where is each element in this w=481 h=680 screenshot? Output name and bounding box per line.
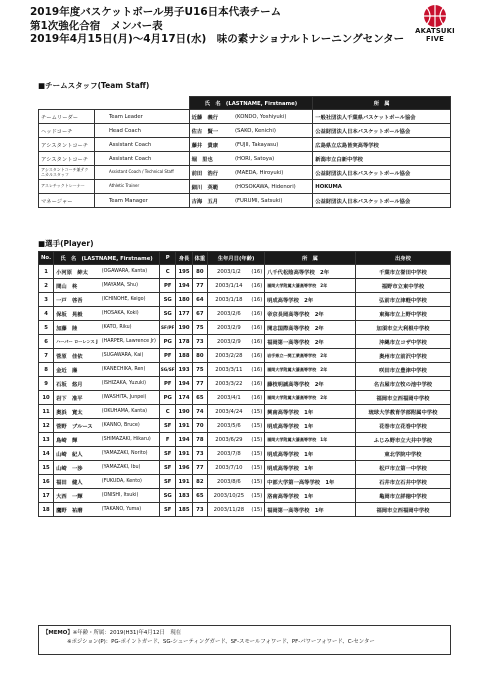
- player-affiliation: 福岡大学附属大濠高等学校 1年: [265, 433, 356, 447]
- player-name-roman: (ISHIZAKA, Yuzuki): [100, 377, 160, 391]
- player-row: [39, 321, 451, 335]
- staff-role-ja: アシスタントコーチ兼テクニカルスタッフ: [39, 166, 95, 180]
- player-weight: 78: [192, 433, 208, 447]
- player-affiliation: 中部大学第一高等学校 1年: [265, 475, 356, 489]
- player-height: 191: [176, 419, 192, 433]
- player-number: 11: [39, 405, 54, 419]
- staff-name-roman: (MAEDA, Hiroyuki): [233, 166, 313, 180]
- player-position: SF: [159, 447, 176, 461]
- player-number: 8: [39, 363, 54, 377]
- staff-affiliation: 新潟市立白新中学校: [313, 152, 451, 166]
- player-position: SG: [159, 293, 176, 307]
- player-height: 194: [176, 433, 192, 447]
- memo-line-2: ※ポジション(P)：PG-ポイントガード、SG-シューティングガード、SF-スモールフォワード、PF-パワーフォワード、C-センター: [67, 639, 375, 645]
- player-number: 13: [39, 433, 54, 447]
- player-header-affiliation: 所 属: [265, 252, 356, 265]
- player-name-roman: (TAKANO, Yuma): [100, 503, 160, 517]
- player-height: 194: [176, 377, 192, 391]
- player-age: (15): [250, 447, 265, 461]
- player-weight: 80: [192, 349, 208, 363]
- player-name: 保坂 晃毅: [54, 307, 100, 321]
- player-dob: 2003/2/9: [208, 321, 250, 335]
- player-row: [39, 391, 451, 405]
- player-age: (15): [250, 489, 265, 503]
- memo-line-1: ※年齢・所属：2019(H31)年4月12日 現在: [72, 630, 182, 636]
- player-name-roman: (ICHINOHE, Keigo): [100, 293, 160, 307]
- player-header-school: 出身校: [355, 252, 450, 265]
- staff-header-name: 氏 名 (LASTNAME, Firstname): [189, 97, 313, 110]
- staff-role-ja: マネージャー: [39, 194, 95, 208]
- staff-affiliation: HOKUMA: [313, 180, 451, 194]
- player-affiliation: 福岡大学附属大濠高等学校 2年: [265, 279, 356, 293]
- player-height: 191: [176, 447, 192, 461]
- player-number: 7: [39, 349, 54, 363]
- staff-name: 前田 浩行: [189, 166, 233, 180]
- player-position: SF: [159, 475, 176, 489]
- player-position: F: [159, 433, 176, 447]
- player-school: 東北学院中学校: [355, 447, 450, 461]
- player-weight: 67: [192, 307, 208, 321]
- staff-row: [39, 180, 451, 194]
- document-header: [30, 6, 404, 47]
- player-position: SG/SF: [159, 363, 176, 377]
- player-height: 190: [176, 405, 192, 419]
- player-position: SG: [159, 489, 176, 503]
- player-name-roman: (KATO, Riku): [100, 321, 160, 335]
- player-height: 195: [176, 265, 192, 279]
- player-row: [39, 335, 451, 349]
- staff-row: [39, 166, 451, 180]
- player-school: 花巻市立花巻中学校: [355, 419, 450, 433]
- player-name: 奥浜 寛太: [54, 405, 100, 419]
- player-affiliation: 洛南高等学校 1年: [265, 489, 356, 503]
- player-weight: 77: [192, 377, 208, 391]
- player-weight: 80: [192, 265, 208, 279]
- player-age: (16): [250, 363, 265, 377]
- staff-name: 古海 五月: [189, 194, 233, 208]
- player-affiliation: 明成高等学校 1年: [265, 461, 356, 475]
- player-name: 菅野 ブルース: [54, 419, 100, 433]
- player-header-dob: 生年月日(年齢): [208, 252, 265, 265]
- player-name-roman: (ONISHI, Itsuki): [100, 489, 160, 503]
- player-age: (16): [250, 335, 265, 349]
- player-dob: 2003/5/6: [208, 419, 250, 433]
- player-name: 大西 一輝: [54, 489, 100, 503]
- player-age: (15): [250, 461, 265, 475]
- player-row: [39, 489, 451, 503]
- player-height: 178: [176, 335, 192, 349]
- player-name: 菅原 佳依: [54, 349, 100, 363]
- header-line-1: 2019年度バスケットボール男子U16日本代表チーム: [30, 6, 282, 18]
- player-age: (16): [250, 321, 265, 335]
- player-row: [39, 279, 451, 293]
- player-height: 185: [176, 503, 192, 517]
- player-name: 石坂 悠月: [54, 377, 100, 391]
- player-name: 山崎 一渉: [54, 461, 100, 475]
- player-affiliation: 明成高等学校 2年: [265, 293, 356, 307]
- player-name-roman: (OGAWARA, Kanta): [100, 265, 160, 279]
- player-age: (15): [250, 503, 265, 517]
- player-affiliation: 明成高等学校 1年: [265, 419, 356, 433]
- player-weight: 65: [192, 489, 208, 503]
- player-school: 松戸市立第一中学校: [355, 461, 450, 475]
- player-number: 18: [39, 503, 54, 517]
- player-height: 193: [176, 363, 192, 377]
- player-affiliation: 八千代松陰高等学校 2年: [265, 265, 356, 279]
- player-height: 180: [176, 293, 192, 307]
- player-affiliation: 福岡大学附属大濠高等学校 2年: [265, 363, 356, 377]
- player-position: PG: [159, 391, 176, 405]
- player-age: (16): [250, 377, 265, 391]
- player-name-roman: (YAMAZAKI, Norito): [100, 447, 160, 461]
- player-weight: 75: [192, 321, 208, 335]
- player-dob: 2003/2/6: [208, 307, 250, 321]
- player-number: 15: [39, 461, 54, 475]
- player-row: [39, 433, 451, 447]
- player-name-roman: (HOSAKA, Koki): [100, 307, 160, 321]
- staff-name-roman: (SAKO, Kenichi): [233, 124, 313, 138]
- header-line-3: 2019年4月15日(月)～4月17日(水) 味の素ナショナルトレーニングセンター: [30, 33, 405, 45]
- staff-name-roman: (HOSOKAWA, Hidenori): [233, 180, 313, 194]
- player-position: SF: [159, 503, 176, 517]
- staff-role-en: Team Manager: [94, 194, 189, 208]
- player-affiliation: 明成高等学校 1年: [265, 447, 356, 461]
- player-age: (15): [250, 475, 265, 489]
- staff-name-roman: (FUJII, Takayasu): [233, 138, 313, 152]
- player-affiliation: 岩手県立一関工業高等学校 2年: [265, 349, 356, 363]
- player-header-position: P: [159, 252, 176, 265]
- staff-table: [38, 96, 451, 208]
- staff-affiliation: 公益財団法人日本バスケットボール協会: [313, 166, 451, 180]
- staff-row: [39, 138, 451, 152]
- player-school: 弘前市立津軽中学校: [355, 293, 450, 307]
- player-header-no: No.: [39, 252, 54, 265]
- player-row: [39, 461, 451, 475]
- player-number: 14: [39, 447, 54, 461]
- staff-role-en: Head Coach: [94, 124, 189, 138]
- player-name: 間山 柊: [54, 279, 100, 293]
- player-number: 16: [39, 475, 54, 489]
- player-weight: 75: [192, 363, 208, 377]
- player-name: 岩下 准平: [54, 391, 100, 405]
- player-name: 金近 廉: [54, 363, 100, 377]
- player-dob: 2003/1/14: [208, 279, 250, 293]
- player-dob: 2003/10/25: [208, 489, 250, 503]
- player-age: (16): [250, 265, 265, 279]
- player-weight: 73: [192, 335, 208, 349]
- player-number: 17: [39, 489, 54, 503]
- memo-label: 【MEMO】: [43, 630, 73, 636]
- player-number: 12: [39, 419, 54, 433]
- player-school: 石井市立石井中学校: [355, 475, 450, 489]
- player-row: [39, 363, 451, 377]
- player-name-roman: (SHIMAZAKI, Hikaru): [100, 433, 160, 447]
- player-height: 194: [176, 279, 192, 293]
- player-position: SF/PF: [159, 321, 176, 335]
- player-age: (16): [250, 293, 265, 307]
- player-name: 小河原 紳太: [54, 265, 100, 279]
- player-number: 10: [39, 391, 54, 405]
- player-weight: 73: [192, 447, 208, 461]
- player-position: PF: [159, 279, 176, 293]
- player-row: [39, 419, 451, 433]
- player-dob: 2003/1/18: [208, 293, 250, 307]
- player-school: 咲田市立豊津中学校: [355, 363, 450, 377]
- player-height: 196: [176, 461, 192, 475]
- player-school: 東海市立上野中学校: [355, 307, 450, 321]
- staff-role-en: Assistant Coach: [94, 138, 189, 152]
- logo-text-five: FIVE: [426, 34, 444, 43]
- staff-affiliation: 広島県立広島皆実高等学校: [313, 138, 451, 152]
- player-weight: 74: [192, 405, 208, 419]
- player-dob: 2003/11/28: [208, 503, 250, 517]
- player-name: ハーパー ローレンス J: [54, 335, 100, 349]
- player-position: C: [159, 405, 176, 419]
- player-name-roman: (HARPER, Lawrence Jr): [100, 335, 160, 349]
- player-weight: 77: [192, 279, 208, 293]
- player-name: 山崎 紀人: [54, 447, 100, 461]
- player-name: 福田 健人: [54, 475, 100, 489]
- player-position: SF: [159, 419, 176, 433]
- player-row: [39, 475, 451, 489]
- player-dob: 2003/4/1: [208, 391, 250, 405]
- staff-row: [39, 194, 451, 208]
- player-height: 183: [176, 489, 192, 503]
- player-height: 190: [176, 321, 192, 335]
- player-header-name: 氏 名 (LASTNAME, Firstname): [54, 252, 160, 265]
- player-position: PF: [159, 349, 176, 363]
- player-age: (16): [250, 349, 265, 363]
- staff-role-en: Assistant Coach / Technical Staff: [94, 166, 189, 180]
- player-name-roman: (IWASHITA, Junpei): [100, 391, 160, 405]
- staff-name: 佐古 賢一: [189, 124, 233, 138]
- player-affiliation: 福岡大学附属大濠高等学校 2年: [265, 391, 356, 405]
- player-row: [39, 447, 451, 461]
- player-school: 名古屋市立牧の池中学校: [355, 377, 450, 391]
- player-number: 6: [39, 335, 54, 349]
- player-school: 福岡市立西福岡中学校: [355, 503, 450, 517]
- staff-name: 細川 英範: [189, 180, 233, 194]
- player-name-roman: (FUKUDA, Kento): [100, 475, 160, 489]
- player-dob: 2003/2/28: [208, 349, 250, 363]
- player-affiliation: 帝京長岡高等学校 2年: [265, 307, 356, 321]
- player-name-roman: (KANNO, Bruce): [100, 419, 160, 433]
- player-height: 191: [176, 475, 192, 489]
- staff-row: [39, 152, 451, 166]
- player-position: SG: [159, 307, 176, 321]
- player-age: (15): [250, 419, 265, 433]
- player-row: [39, 503, 451, 517]
- player-affiliation: 開志国際高等学校 2年: [265, 321, 356, 335]
- player-number: 4: [39, 307, 54, 321]
- staff-role-ja: アシスタントコーチ: [39, 152, 95, 166]
- player-name: 加藤 陸: [54, 321, 100, 335]
- player-dob: 2003/3/22: [208, 377, 250, 391]
- player-name: 鷹野 祐磨: [54, 503, 100, 517]
- player-school: 亀岡市立詳徳中学校: [355, 489, 450, 503]
- player-weight: 77: [192, 461, 208, 475]
- staff-row: [39, 124, 451, 138]
- player-name: 島崎 輝: [54, 433, 100, 447]
- player-dob: 2003/2/9: [208, 335, 250, 349]
- staff-role-ja: アスレチックトレーナー: [39, 180, 95, 194]
- player-header-weight: 体重: [192, 252, 208, 265]
- player-position: C: [159, 265, 176, 279]
- player-dob: 2003/3/11: [208, 363, 250, 377]
- player-weight: 82: [192, 475, 208, 489]
- staff-section-title: ■チームスタッフ(Team Staff): [38, 81, 150, 90]
- player-dob: 2003/8/6: [208, 475, 250, 489]
- player-name-roman: (SUGAWARA, Kai): [100, 349, 160, 363]
- player-row: [39, 377, 451, 391]
- player-weight: 64: [192, 293, 208, 307]
- player-affiliation: 興南高等学校 1年: [265, 405, 356, 419]
- akatsuki-five-logo: [410, 4, 460, 43]
- player-name-roman: (YAMAZAKI, Ibu): [100, 461, 160, 475]
- player-name-roman: (KANECHIKA, Ren): [100, 363, 160, 377]
- player-dob: 2003/7/10: [208, 461, 250, 475]
- staff-name-roman: (FURUMI, Satsuki): [233, 194, 313, 208]
- player-number: 9: [39, 377, 54, 391]
- staff-role-ja: ヘッドコーチ: [39, 124, 95, 138]
- player-height: 177: [176, 307, 192, 321]
- player-affiliation: 福岡第一高等学校 2年: [265, 335, 356, 349]
- player-number: 5: [39, 321, 54, 335]
- player-weight: 65: [192, 391, 208, 405]
- player-school: 奥州市立前沢中学校: [355, 349, 450, 363]
- basketball-icon: [422, 4, 448, 28]
- player-age: (15): [250, 405, 265, 419]
- player-row: [39, 293, 451, 307]
- player-school: 福岡市立西福岡中学校: [355, 391, 450, 405]
- staff-name-roman: (HORI, Satoya): [233, 152, 313, 166]
- staff-role-en: Athletic Trainer: [94, 180, 189, 194]
- staff-name: 堀 里也: [189, 152, 233, 166]
- staff-affiliation: 一般社団法人千葉県バスケットボール協会: [313, 110, 451, 124]
- player-name-roman: (OKUHAMA, Kanta): [100, 405, 160, 419]
- player-school: 琉球大学教育学部附属中学校: [355, 405, 450, 419]
- staff-affiliation: 公益財団法人日本バスケットボール協会: [313, 194, 451, 208]
- player-age: (16): [250, 391, 265, 405]
- player-table: [38, 251, 451, 517]
- player-school: 加須市立大利根中学校: [355, 321, 450, 335]
- memo-box: [38, 625, 451, 655]
- player-dob: 2003/4/24: [208, 405, 250, 419]
- player-school: ふじみ野市立大井中学校: [355, 433, 450, 447]
- player-height: 174: [176, 391, 192, 405]
- player-number: 1: [39, 265, 54, 279]
- player-weight: 70: [192, 419, 208, 433]
- player-position: PF: [159, 377, 176, 391]
- staff-name: 近藤 義行: [189, 110, 233, 124]
- player-affiliation: 福岡第一高等学校 1年: [265, 503, 356, 517]
- player-school: 福野市立東中学校: [355, 279, 450, 293]
- player-dob: 2003/7/8: [208, 447, 250, 461]
- player-row: [39, 307, 451, 321]
- player-row: [39, 349, 451, 363]
- player-affiliation: 藤枝明誠高等学校 2年: [265, 377, 356, 391]
- staff-name: 藤井 貴康: [189, 138, 233, 152]
- staff-header-affiliation: 所 属: [313, 97, 451, 110]
- player-school: 千葉市立誉田中学校: [355, 265, 450, 279]
- staff-row: [39, 110, 451, 124]
- player-name-roman: (MAYAMA, Shu): [100, 279, 160, 293]
- player-header-height: 身長: [176, 252, 192, 265]
- player-row: [39, 405, 451, 419]
- staff-role-en: Assistant Coach: [94, 152, 189, 166]
- player-age: (15): [250, 433, 265, 447]
- player-weight: 73: [192, 503, 208, 517]
- player-name: 一戸 啓吾: [54, 293, 100, 307]
- logo-text-akatsuki: AKATSUKI: [415, 27, 455, 35]
- staff-role-ja: アシスタントコーチ: [39, 138, 95, 152]
- staff-affiliation: 公益財団法人日本バスケットボール協会: [313, 124, 451, 138]
- player-dob: 2003/6/29: [208, 433, 250, 447]
- player-number: 2: [39, 279, 54, 293]
- player-position: PG: [159, 335, 176, 349]
- header-line-2: 第1次強化合宿 メンバー表: [30, 19, 163, 32]
- player-row: [39, 265, 451, 279]
- player-section-title: ■選手(Player): [38, 239, 94, 248]
- player-number: 3: [39, 293, 54, 307]
- staff-role-en: Team Leader: [94, 110, 189, 124]
- player-age: (16): [250, 279, 265, 293]
- player-height: 188: [176, 349, 192, 363]
- player-position: SF: [159, 461, 176, 475]
- player-dob: 2003/1/2: [208, 265, 250, 279]
- player-age: (16): [250, 307, 265, 321]
- player-school: 沖縄市立コザ中学校: [355, 335, 450, 349]
- staff-role-ja: チームリーダー: [39, 110, 95, 124]
- staff-name-roman: (KONDO, Yoshiyuki): [233, 110, 313, 124]
